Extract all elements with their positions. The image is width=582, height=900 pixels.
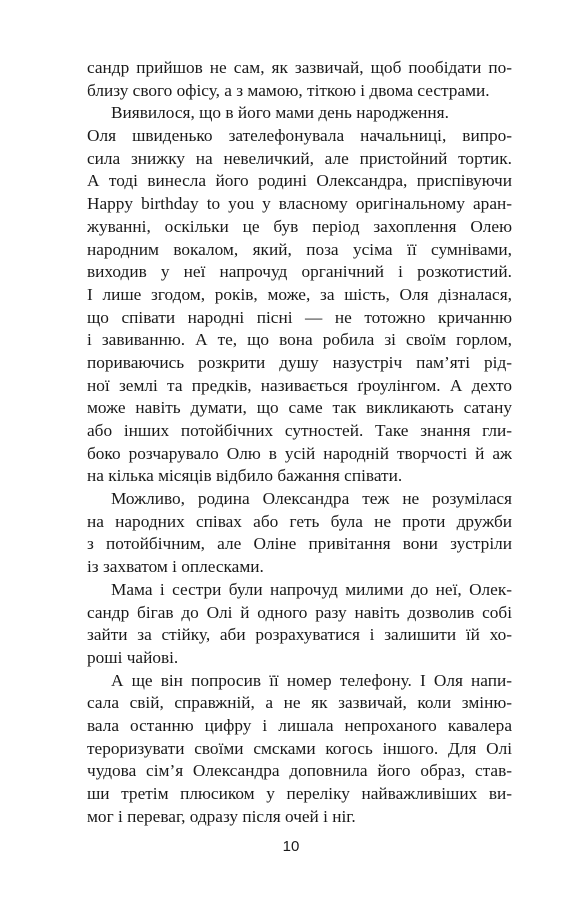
text-line: сила знижку на невеличкий, але пристойний тортик. — [87, 148, 512, 168]
text-line: пориваючись розкрити душу назустріч пам’яті рід- — [87, 352, 512, 372]
text-line: Можливо, родина Олександра теж не розумілася — [111, 489, 512, 509]
text-line: чудова сім’я Олександра доповнила його образ, став- — [87, 761, 512, 781]
text-line: ної землі та предків, називається ґроулінгом. А дехто — [87, 375, 512, 395]
text-line: Мама і сестри були напрочуд милими до неї, Олек- — [111, 579, 512, 599]
text-line: на кілька місяців відбило бажання співати. — [87, 466, 403, 486]
page-number: 10 — [282, 838, 300, 855]
text-line: і завиванню. А те, що вона робила зі своїм горлом, — [87, 330, 512, 350]
text-line: роші чайові. — [87, 647, 179, 667]
text-line: тероризувати своїми смсками когось іншого. Для Олі — [87, 738, 512, 758]
text-line: Оля швиденько зателефонувала начальниці, випро- — [87, 126, 512, 146]
page-body-text — [87, 57, 512, 828]
text-line: мог і переваг, одразу після очей і ніг. — [87, 806, 356, 826]
text-line: А тоді винесла його родині Олександра, приспівуючи — [87, 171, 512, 191]
text-line: може навіть думати, що саме так викликають сатану — [87, 398, 512, 418]
text-line: на народних співах або геть була не проти дружби — [87, 511, 512, 531]
text-line: Happy birthday to you у власному оригінальному аран- — [87, 194, 512, 214]
text-line: близу свого офісу, а з мамою, тіткою і двома сестрами. — [87, 80, 490, 100]
text-line: народним вокалом, який, поза усіма її сумнівами, — [87, 239, 512, 259]
text-line: виходив у неї напрочуд органічний і розкотистий. — [87, 262, 512, 282]
text-line: ши третім плюсиком у переліку найважливіших ви- — [87, 784, 512, 803]
text-line: із захватом і оплесками. — [87, 557, 264, 577]
text-line: сандр прийшов не сам, як зазвичай, щоб пообідати по- — [87, 58, 512, 77]
text-line: зайти за стійку, аби розрахуватися і залишити їй хо- — [87, 625, 512, 645]
text-line: Виявилося, що в його мами день народження. — [111, 103, 449, 123]
text-line: І лише згодом, років, може, за шість, Оля дізналася, — [87, 284, 512, 304]
text-line: сала свій, справжній, а не як зазвичай, коли зміню- — [87, 693, 512, 713]
text-line: сандр бігав до Олі й одного разу навіть дозволив собі — [87, 602, 512, 622]
text-line: що співати народні пісні — не тотожно кричанню — [87, 307, 512, 327]
text-line: жуванні, оскільки це був період захоплення Олею — [87, 216, 512, 236]
text-line: з потойбічним, але Оліне привітання вони зустріли — [87, 534, 512, 554]
text-line: вала останню цифру і лишала непроханого кавалера — [87, 715, 512, 735]
text-line: А ще він попросив її номер телефону. І Оля напи- — [111, 670, 512, 690]
text-line: боко розчарувало Олю в усій народній творчості й аж — [87, 443, 512, 463]
text-line: або інших потойбічних сутностей. Таке знання гли- — [87, 421, 512, 440]
